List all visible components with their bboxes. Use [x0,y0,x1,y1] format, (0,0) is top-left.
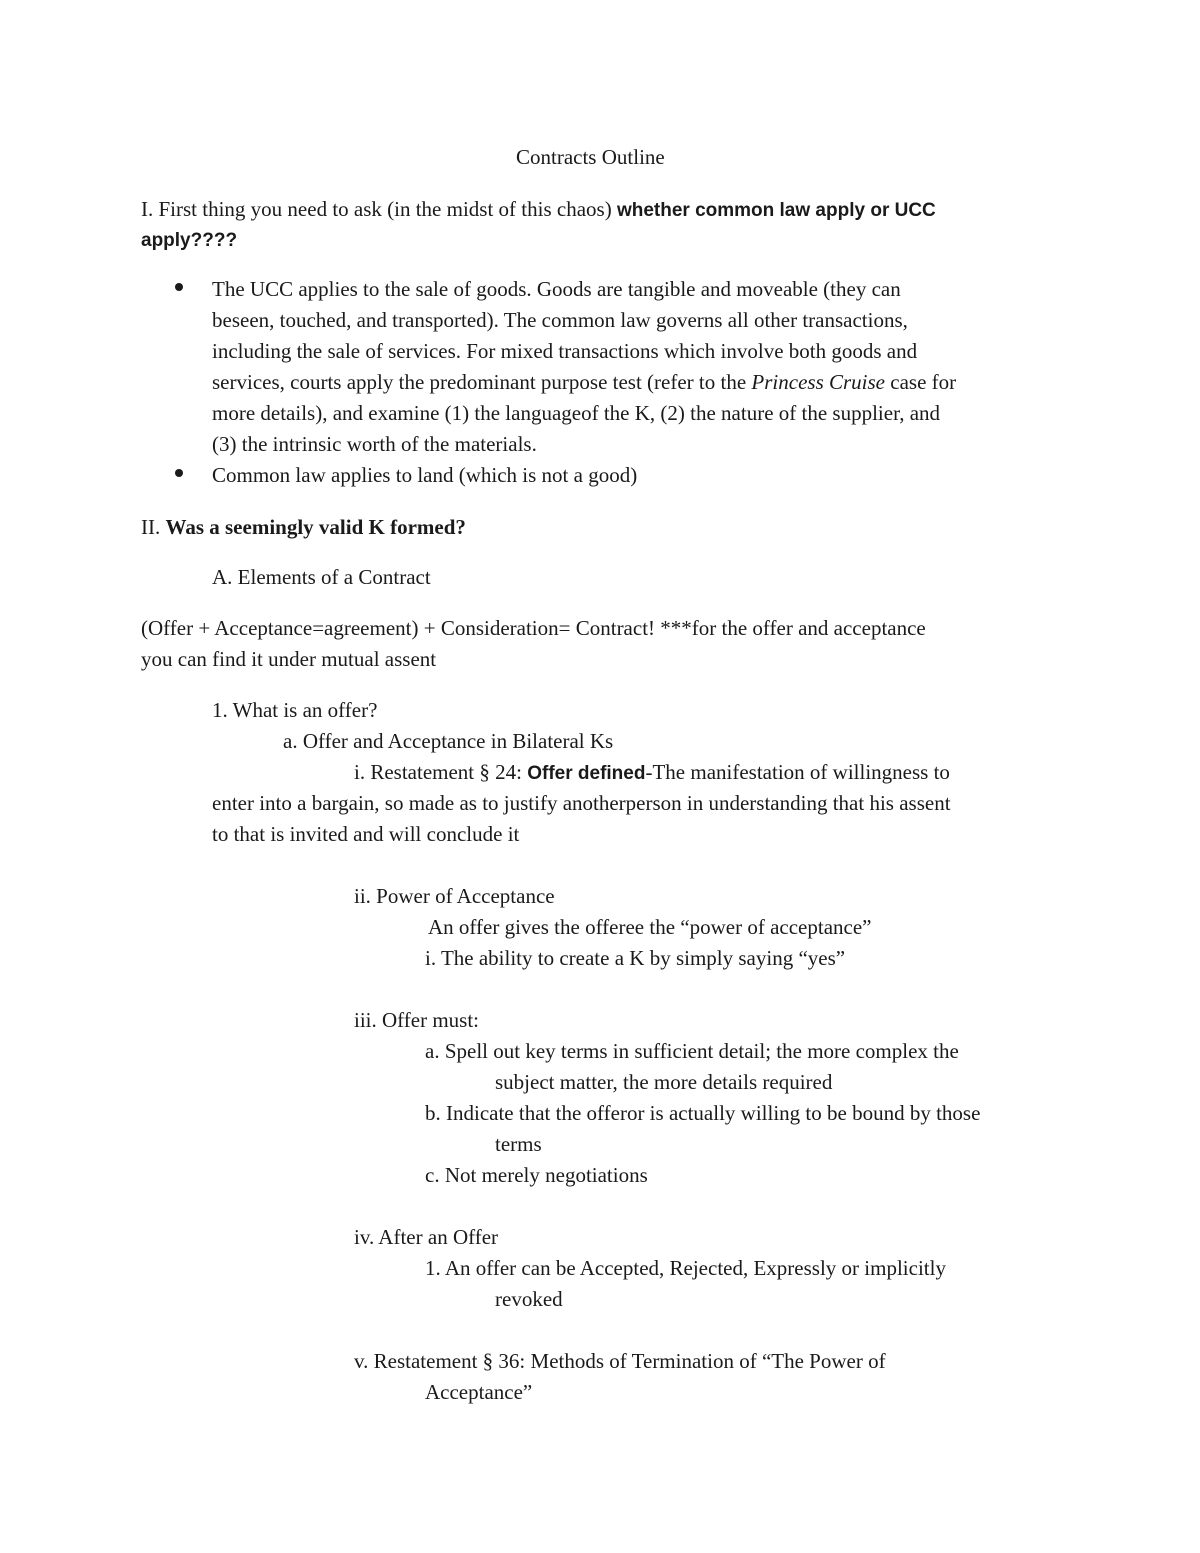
item-i-line-1 [354,757,950,789]
item-iv-1-line-1: 1. An offer can be Accepted, Rejected, Expressly or implicitly [425,1256,946,1280]
section-2-heading [141,512,466,543]
item-iv: iv. After an Offer [354,1225,499,1249]
section-1-intro: I. First thing you need to ask (in the midst of this chaos) [141,197,617,221]
bullet-1-line-1: The UCC applies to the sale of goods. Goods are tangible and moveable (they can [212,277,901,301]
bullet-icon [175,469,183,477]
item-1: 1. What is an offer? [212,698,378,722]
item-i-pre: i. Restatement § 24: [354,760,528,784]
section-2-title: Was a seemingly valid K formed? [165,515,466,539]
item-iv-1-line-2: revoked [495,1287,563,1311]
item-i-post: -The manifestation of willingness to [645,760,950,784]
bullet-2: Common law applies to land (which is not a good) [212,463,638,487]
formula-line-2: you can find it under mutual assent [141,647,437,671]
offer-defined-term: Offer defined [527,763,646,784]
section-1-question-a: whether common law apply or UCC [616,200,936,221]
item-v-line-2: Acceptance” [425,1380,533,1404]
formula-line-1: (Offer + Acceptance=agreement) + Consideration= Contract! ***for the offer and acceptance [141,616,926,640]
bullet-1-line-2: beseen, touched, and transported). The common law governs all other transactions, [212,308,908,332]
item-iii-b-line-2: terms [495,1132,542,1156]
bullet-icon [175,283,183,291]
item-iii-b-line-1: b. Indicate that the offeror is actually willing to be bound by those [425,1101,981,1125]
item-iii-a-line-1: a. Spell out key terms in sufficient detail; the more complex the [425,1039,959,1063]
item-v-line-1: v. Restatement § 36: Methods of Termination of “The Power of [354,1349,886,1373]
item-ii-line-1: An offer gives the offeree the “power of acceptance” [428,915,872,939]
subsection-a: A. Elements of a Contract [212,565,431,589]
item-ii: ii. Power of Acceptance [354,884,555,908]
item-1a: a. Offer and Acceptance in Bilateral Ks [283,729,614,753]
item-i-line-3: to that is invited and will conclude it [212,822,520,846]
page-title: Contracts Outline [516,145,665,169]
case-name-princess-cruise: Princess Cruise [751,370,885,394]
item-iii-a-line-2: subject matter, the more details required [495,1070,833,1094]
bullet-1-line-4-pre: services, courts apply the predominant purpose test (refer to the [212,370,752,394]
bullet-1-line-6: (3) the intrinsic worth of the materials. [212,432,537,456]
section-1-line-1 [141,194,936,226]
bullet-1-line-4-post: case for [885,370,957,394]
bullet-1-line-5: more details), and examine (1) the languageof the K, (2) the nature of the supplier, and [212,401,941,425]
bullet-1-line-3: including the sale of services. For mixed transactions which involve both goods and [212,339,918,363]
item-iii-c: c. Not merely negotiations [425,1163,648,1187]
section-1-question-b: apply???? [141,230,238,251]
item-ii-line-2: i. The ability to create a K by simply saying “yes” [425,946,846,970]
item-iii: iii. Offer must: [354,1008,480,1032]
section-2-number: II. [141,515,166,539]
item-i-line-2: enter into a bargain, so made as to justify anotherperson in understanding that his assent [212,791,951,815]
bullet-1-line-4 [212,367,956,398]
